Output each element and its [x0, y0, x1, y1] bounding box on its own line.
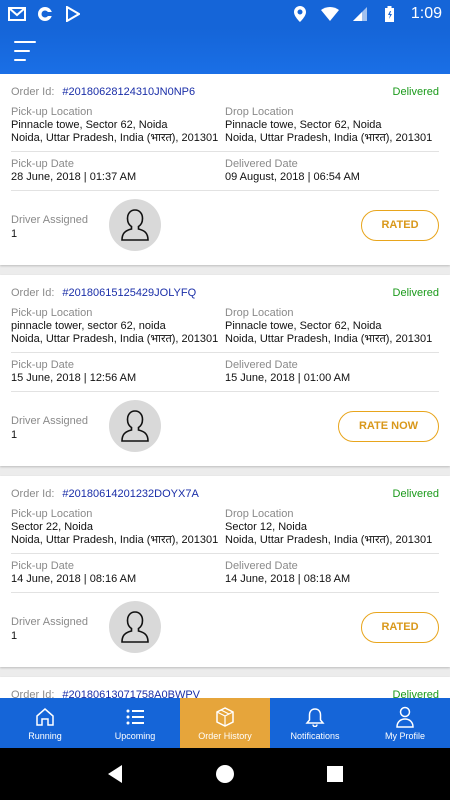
pickup-location-line2: Noida, Uttar Pradesh, India (भारत), 201301 [11, 534, 219, 546]
home-icon [34, 706, 56, 728]
pickup-date-label: Pick-up Date [11, 560, 74, 572]
location-icon [291, 5, 309, 23]
bell-icon [304, 706, 326, 728]
delivered-date-value: 14 June, 2018 | 08:18 AM [225, 573, 351, 585]
nav-order-history-label: Order History [198, 730, 252, 741]
driver-row [11, 199, 439, 251]
nav-notifications[interactable] [270, 698, 360, 748]
drop-location-line2: Noida, Uttar Pradesh, India (भारत), 201301 [225, 132, 433, 144]
hamburger-menu-icon[interactable] [14, 41, 38, 61]
nav-upcoming[interactable] [90, 698, 180, 748]
bottom-navigation [0, 698, 450, 748]
pickup-date-label: Pick-up Date [11, 359, 74, 371]
nav-upcoming-label: Upcoming [114, 730, 156, 741]
pickup-location-label: Pick-up Location [11, 307, 93, 319]
drop-location-line2: Noida, Uttar Pradesh, India (भारत), 201301 [225, 534, 433, 546]
status-time: 1:09 [410, 5, 442, 22]
status-left-icons [8, 5, 82, 23]
nav-running-label: Running [28, 730, 62, 741]
order-id-value[interactable]: #20180615125429JOLYFQ [62, 287, 197, 299]
order-id-label: Order Id: [11, 488, 55, 500]
pickup-location-line2: Noida, Uttar Pradesh, India (भारत), 201301 [11, 333, 219, 345]
wifi-icon [321, 5, 339, 23]
drop-location-line1: Pinnacle towe, Sector 62, Noida [225, 119, 382, 131]
delivered-date-value: 15 June, 2018 | 01:00 AM [225, 372, 351, 384]
nav-running[interactable] [0, 698, 90, 748]
order-id-value[interactable]: #20180614201232DOYX7A [62, 488, 199, 500]
order-history-list[interactable] [0, 74, 450, 698]
drop-location-label: Drop Location [225, 106, 294, 118]
delivered-date-label: Delivered Date [225, 359, 298, 371]
order-id-label: Order Id: [11, 86, 55, 98]
app-bar [0, 28, 450, 74]
pickup-date-value: 28 June, 2018 | 01:37 AM [11, 171, 137, 183]
pickup-date-value: 14 June, 2018 | 08:16 AM [11, 573, 137, 585]
order-status: Delivered [392, 488, 439, 500]
person-icon [394, 706, 416, 728]
delivered-date-label: Delivered Date [225, 560, 298, 572]
order-status: Delivered [392, 689, 439, 698]
driver-row [11, 400, 439, 452]
rate-now-button[interactable]: RATE NOW [338, 411, 439, 442]
order-id-value[interactable]: #20180628124310JN0NP6 [62, 86, 196, 98]
pickup-location-line2: Noida, Uttar Pradesh, India (भारत), 201301 [11, 132, 219, 144]
driver-avatar-icon [109, 400, 161, 452]
date-row [11, 359, 439, 392]
pickup-location-line1: Sector 22, Noida [11, 521, 93, 533]
nav-order-history[interactable] [180, 698, 270, 748]
date-row [11, 158, 439, 191]
order-status: Delivered [392, 86, 439, 98]
nav-my-profile[interactable] [360, 698, 450, 748]
battery-icon [381, 5, 399, 23]
driver-count: 1 [11, 629, 18, 642]
pickup-location-label: Pick-up Location [11, 106, 93, 118]
drop-location-line1: Sector 12, Noida [225, 521, 307, 533]
back-icon[interactable] [103, 762, 127, 786]
pickup-location-line1: pinnacle tower, sector 62, noida [11, 320, 166, 332]
drop-location-label: Drop Location [225, 307, 294, 319]
gmail-icon [8, 5, 26, 23]
status-right-icons [291, 5, 442, 23]
order-card[interactable] [0, 476, 450, 667]
home-circle-icon[interactable] [213, 762, 237, 786]
delivered-date-value: 09 August, 2018 | 06:54 AM [225, 171, 360, 183]
list-icon [124, 706, 146, 728]
order-status: Delivered [392, 287, 439, 299]
order-id-label: Order Id: [11, 689, 55, 698]
drop-location-line1: Pinnacle towe, Sector 62, Noida [225, 320, 382, 332]
system-navigation-bar [0, 748, 450, 800]
driver-count: 1 [11, 227, 18, 240]
order-id-value[interactable]: #20180613071758A0BWPV [62, 689, 201, 698]
pickup-date-value: 15 June, 2018 | 12:56 AM [11, 372, 137, 384]
nav-notifications-label: Notifications [290, 730, 340, 741]
c-app-icon [36, 5, 54, 23]
order-id-label: Order Id: [11, 287, 55, 299]
drop-location-label: Drop Location [225, 508, 294, 520]
order-card[interactable] [0, 74, 450, 265]
driver-count: 1 [11, 428, 18, 441]
signal-icon [351, 5, 369, 23]
delivered-date-label: Delivered Date [225, 158, 298, 170]
pickup-date-label: Pick-up Date [11, 158, 74, 170]
driver-row [11, 601, 439, 653]
driver-avatar-icon [109, 199, 161, 251]
location-row [11, 508, 439, 554]
location-row [11, 106, 439, 152]
recents-icon[interactable] [323, 762, 347, 786]
location-row [11, 307, 439, 353]
pickup-location-line1: Pinnacle towe, Sector 62, Noida [11, 119, 168, 131]
driver-avatar-icon [109, 601, 161, 653]
driver-assigned-label: Driver Assigned [11, 213, 89, 226]
status-bar [0, 0, 450, 28]
nav-my-profile-label: My Profile [384, 730, 425, 741]
date-row [11, 560, 439, 593]
rated-button[interactable]: RATED [361, 210, 439, 241]
driver-assigned-label: Driver Assigned [11, 414, 89, 427]
play-store-icon [64, 5, 82, 23]
pickup-location-label: Pick-up Location [11, 508, 93, 520]
drop-location-line2: Noida, Uttar Pradesh, India (भारत), 201301 [225, 333, 433, 345]
order-card[interactable] [0, 677, 450, 698]
rated-button[interactable]: RATED [361, 612, 439, 643]
order-card[interactable] [0, 275, 450, 466]
box-icon [214, 706, 236, 728]
driver-assigned-label: Driver Assigned [11, 615, 89, 628]
